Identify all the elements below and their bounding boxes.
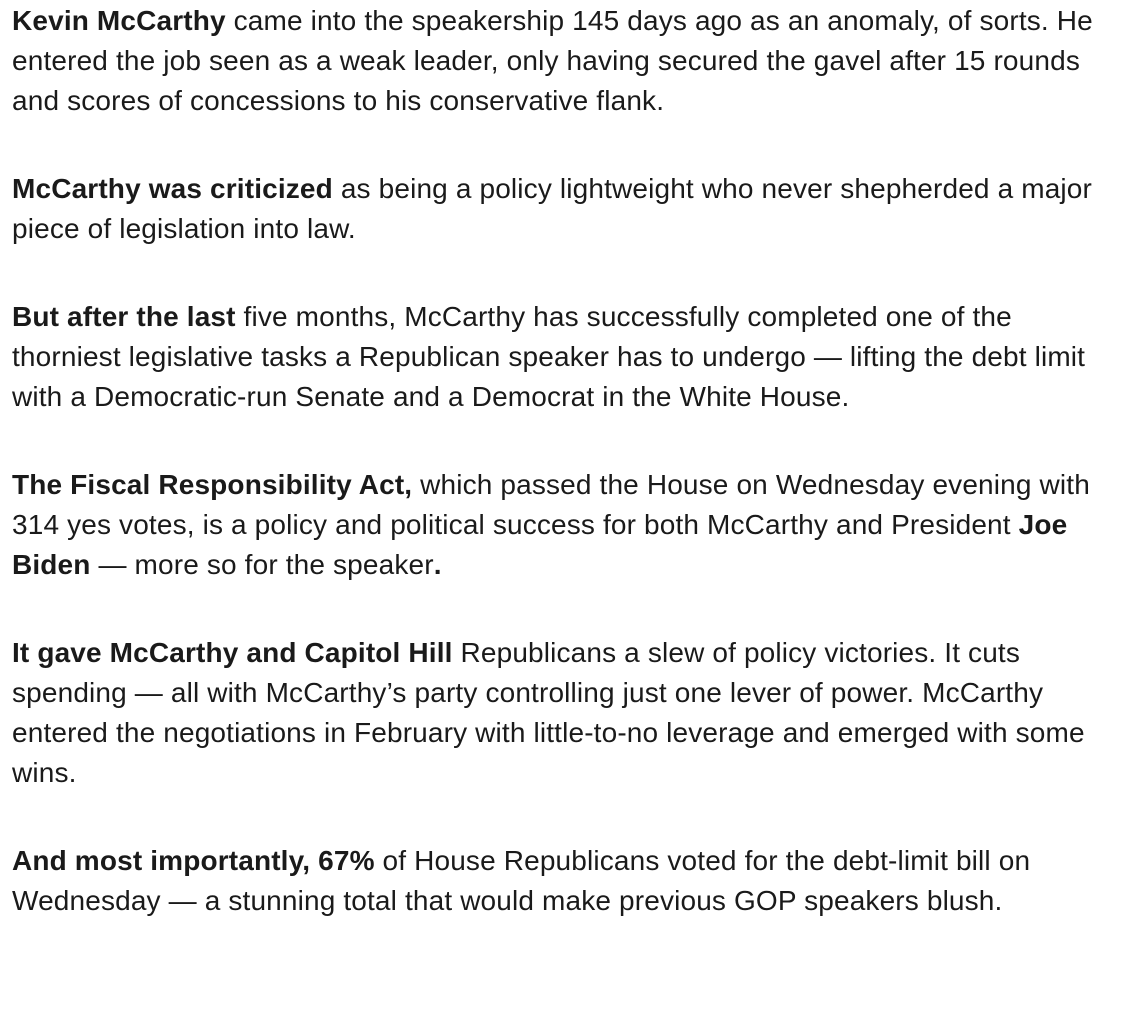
paragraph-lead: But after the last bbox=[12, 301, 236, 332]
paragraph-lead: Kevin McCarthy bbox=[12, 5, 226, 36]
paragraph-text: which passed the House on Wednesday evening with 314 yes votes, is a policy and political success for both McCarthy and President bbox=[12, 469, 1090, 540]
paragraph-text-after: — more so for the speaker bbox=[90, 549, 434, 580]
paragraph-text: five months, McCarthy has successfully completed one of the thorniest legislative tasks a Republican speaker has to undergo — lifting the debt limit with a Democratic-run Senate and a Democrat in the White House. bbox=[12, 301, 1086, 412]
paragraph-lead: And most importantly, 67% bbox=[12, 845, 375, 876]
paragraph-policy-lightweight bbox=[12, 169, 1126, 249]
paragraph-fiscal-responsibility-act bbox=[12, 465, 1126, 585]
person-name: Joe Biden bbox=[12, 509, 1068, 580]
paragraph-text: as being a policy lightweight who never shepherded a major piece of legislation into law. bbox=[12, 173, 1092, 244]
article-body bbox=[0, 1, 1134, 921]
paragraph-policy-victories bbox=[12, 633, 1126, 793]
paragraph-lead: McCarthy was criticized bbox=[12, 173, 333, 204]
paragraph-debt-limit bbox=[12, 297, 1126, 417]
paragraph-text: came into the speakership 145 days ago as an anomaly, of sorts. He entered the job seen as a weak leader, only having secured the gavel after 15 rounds and scores of concessions to his conservative flank. bbox=[12, 5, 1093, 116]
paragraph-text: of House Republicans voted for the debt-limit bill on Wednesday — a stunning total that would make previous GOP speakers blush. bbox=[12, 845, 1031, 916]
paragraph-republican-votes bbox=[12, 841, 1126, 921]
paragraph-lead: The Fiscal Responsibility Act, bbox=[12, 469, 413, 500]
paragraph-text: Republicans a slew of policy victories. It cuts spending — all with McCarthy’s party controlling just one lever of power. McCarthy entered the negotiations in February with little-to-no leverage and emerged with some wins. bbox=[12, 637, 1085, 788]
paragraph-speakership-anomaly bbox=[12, 1, 1126, 121]
paragraph-lead: It gave McCarthy and Capitol Hill bbox=[12, 637, 453, 668]
bold-period: . bbox=[433, 549, 442, 580]
